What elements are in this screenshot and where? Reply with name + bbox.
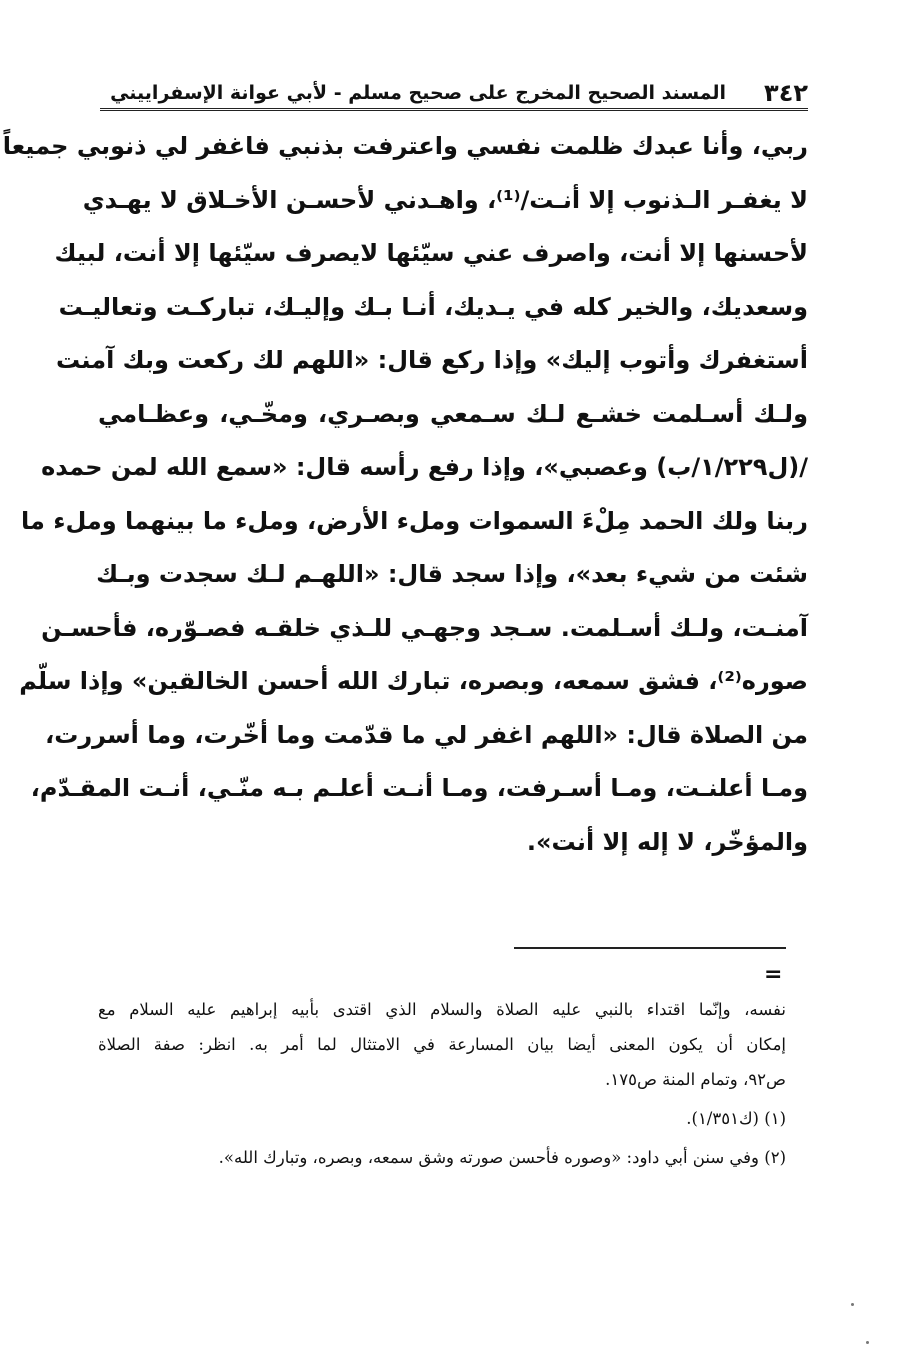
- header-rule: [100, 108, 808, 115]
- continuation-mark: =: [764, 962, 783, 987]
- text-line: ولـك أسـلمت خشـع لـك سـمعي وبصـري، ومخّـي، وعظـامي: [98, 399, 808, 428]
- text-line: آمنـت، ولـك أسـلمت. سـجد وجهـي للـذي خلقـه فصـوّره، فأحسـن: [41, 613, 808, 642]
- scan-speck: [866, 1341, 869, 1344]
- text-line-last: والمؤخّر، لا إله إلا أنت».: [526, 827, 808, 856]
- page-header: [108, 68, 808, 108]
- text-line: ربي، وأنا عبدك ظلمت نفسي واعترفت بذنبي فاغفر لي ذنوبي جميعاً: [2, 132, 808, 160]
- text-line: صوره⁽²⁾، فشق سمعه، وبصره، تبارك الله أحسن الخالقين» وإذا سلّم: [19, 667, 808, 695]
- text-line: لا يغفـر الـذنوب إلا أنـت/⁽¹⁾، واهـدني لأحسـن الأخـلاق لا يهـدي: [82, 185, 808, 214]
- text-line: ومـا أعلنـت، ومـا أسـرفت، ومـا أنـت أعلـم بـه منّـي، أنـت المقـدّم،: [30, 774, 808, 802]
- text-line: شئت من شيء بعد»، وإذا سجد قال: «اللهـم لـك سجدت وبـك: [96, 560, 808, 588]
- footnote-2: (٢) وفي سنن أبي داود: «وصوره فأحسن صورته وشق سمعه، وبصره، وتبارك الله».: [218, 1148, 786, 1167]
- text-line: أستغفرك وأتوب إليك» وإذا ركع قال: «اللهم لك ركعت وبك آمنت: [56, 346, 808, 374]
- footnote-line: إمكان أن يكون المعنى أيضا بيان المسارعة في الامتثال لما أمر به. انظر: صفة الصلاة: [98, 1035, 786, 1054]
- scan-speck: [851, 1303, 854, 1306]
- main-text: [2, 120, 808, 869]
- text-line: لأحسنها إلا أنت، واصرف عني سيّئها لايصرف سيّئها إلا أنت، لبيك: [54, 239, 808, 267]
- text-line: ربنا ولك الحمد مِلْءَ السموات وملء الأرض، وملء ما بينهما وملء ما: [20, 506, 808, 535]
- text-line: /(ل١/٢٢٩/ب) وعصبي»، وإذا رفع رأسه قال: «سمع الله لمن حمده: [41, 453, 808, 481]
- footnotes: [98, 992, 786, 1175]
- footnote-line: ص٩٢، وتمام المنة ص١٧٥.: [605, 1070, 786, 1089]
- text-line: وسعديك، والخير كله في يـديك، أنـا بـك وإليـك، تباركـت وتعاليـت: [58, 292, 808, 321]
- running-title: المسند الصحيح المخرج على صحيح مسلم - لأبي عوانة الإسفراييني: [110, 82, 727, 104]
- footnote-separator: [514, 947, 786, 949]
- footnote-line: نفسه، وإنّما اقتداء بالنبي عليه الصلاة والسلام الذي اقتدى بأبيه إبراهيم عليه السلام مع: [98, 1000, 786, 1019]
- page-number: ٣٤٢: [764, 79, 808, 107]
- text-line: من الصلاة قال: «اللهم اغفر لي ما قدّمت وما أخّرت، وما أسررت،: [45, 720, 808, 749]
- footnote-1: (١) (ك١/٣٥١).: [686, 1109, 786, 1128]
